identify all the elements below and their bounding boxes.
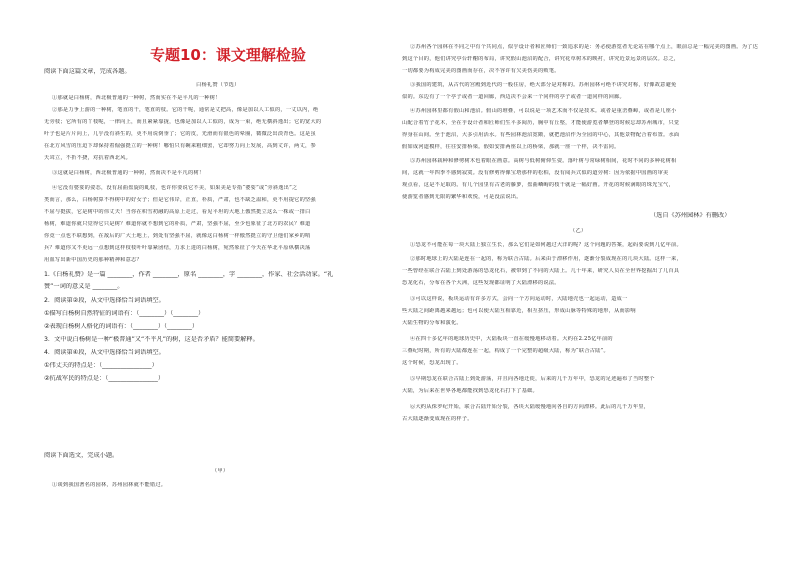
- paragraph-c-line: 假如成河道模样，往往安排桥梁。假如安排两座以上的桥梁，那就一座一个样，决不雷同。: [402, 144, 620, 150]
- paragraph-c-line: ④苏州园林里都有假山和池沼。假山的堆叠，可以说是一项艺术而不仅是技术。或者是重峦叠嶂，或者是几座小: [410, 108, 677, 114]
- source-note: （选自《苏州园林》有删改）: [650, 212, 731, 219]
- essay-title: 白杨礼赞（节选）: [196, 82, 240, 88]
- paragraph-2-line: 无旁枝；它所有的丫枝呢，一律向上，而且紧紧靠拢，也像是加以人工似的，成为一束，绝无横斜逸出；它的宽大的: [44, 119, 322, 125]
- paragraph-jia-1: ①谈到我国著名的园林，苏州园林就不能错过。: [52, 482, 167, 488]
- question-2: 2．阅读第②段，从文中选择恰当词语填空。: [44, 297, 165, 304]
- paragraph-g-line: 三叠纪时期，所有的大陆都连在一起，构成了一个完整的超级大陆，称为“联合古陆”。: [402, 348, 609, 354]
- reading-intro-2: 阅读下面选文，完成小题。: [44, 452, 119, 459]
- paragraph-i-line: ⑥大约从侏罗纪开始，联合古陆开始分裂，各块大陆缓慢地向各自的方向漂移。此后的几千万年里，: [410, 404, 650, 410]
- paragraph-4-line: 类而言，那么，白杨树算不得树中的好女子；但是它伟岸，正直，朴质，严肃，也不缺乏温和，更不用提它的坚强: [44, 197, 316, 203]
- paragraph-e-line: 恐龙化石，分布在各个大洲，这些发现都证明了大陆漂移的说法。: [402, 280, 560, 286]
- paragraph-2-line: ②那是力争上游的一种树，笔直的干，笔直的枝。它的干呢，通常是丈把高，像是加以人工似的，一丈以内，绝: [52, 107, 319, 113]
- paragraph-d-line: ⑤苏州园林栽种和修剪树木也着眼在画意。高树与低树俯仰生姿。落叶树与常绿树相间，花时不同的多种花树相: [410, 158, 677, 164]
- paragraph-g-line: 这个时候，恐龙出现了。: [402, 360, 462, 366]
- paragraph-b-line: ③我国的建筑，从古代的宫殿到近代的一般住房，绝大部分是对称的。苏州园林可绝不讲究对称，好像故意避免: [410, 82, 677, 88]
- paragraph-4-line: 杨树，难道你就只觉得它只是树？难道你就不想到它的朴质，严肃，坚强不屈，至少也象征了北方的农民？难道: [44, 221, 311, 227]
- question-1: 1.《白杨礼赞》是一篇 ________，作者 ________，原名 ________，字 ________，作家、社会活动家。“礼: [44, 271, 334, 278]
- paragraph-d-line: 间，这就一年四季不感到寂寞。没有修剪得像宝塔那样的松柏，没有阅兵式似的道旁树：因为依据中国画的审美: [402, 170, 669, 176]
- label-jia: （甲）: [212, 468, 229, 474]
- paragraph-c-line: 得身在山间。至于池沼，大多引用活水。有些园林池沼宽敞，就把池沼作为全园的中心，其他景物配合着布置。水面: [402, 132, 680, 138]
- question-4-item-2: ②抗战军民的特点是：（________________）: [44, 375, 165, 382]
- paragraph-d-line: 使游览者感到无限的繁华和欢悦，可是没法说出。: [402, 194, 522, 200]
- paragraph-4-line: 用血写出新中国历史的那种精神和意志？: [44, 257, 142, 263]
- paragraph-d-line: 观点看，这是不足取的。有几个园里有古老的藤萝，盘曲嶙峋的枝干就是一幅好画。开花的时候满眼的珠光宝气，: [402, 182, 674, 188]
- paragraph-i-line: 古大陆逐渐变成现在的样子。: [402, 416, 473, 422]
- paragraph-e-line: 一些曾经在联合古陆上到处游荡的恐龙化石，被带到了不同的大陆上。几十年来，研究人员在全世界挖掘出了几百具: [402, 268, 680, 274]
- question-2-item-1: ①描写白杨树自然特征的词语有：（________）（________）: [44, 310, 205, 317]
- question-3: 3．文中说白杨树是一种“极普通”又“不平凡”的树，这是否矛盾？能简要解释。: [44, 336, 259, 343]
- paragraph-f-line: ③可以这样说，板块运动有许多方式，会向一个方向运动时，大陆地壳也一起运动，造成一: [410, 296, 628, 302]
- paragraph-e-line: ②那时地球上的大陆是连在一起的，称为联合古陆。后来由于漂移作用，逐渐分裂成现在的几块大陆。这样一来，: [410, 256, 682, 262]
- paragraph-b-line: 似的。东边有了一个亭子或者一道回廊，西边决不会来一个同样的亭子或者一道同样的回廊。: [402, 94, 625, 100]
- paragraph-g-line: ④在四十多亿年的地球历史中，大陆板块一直在缓慢地移动着。大约在2.25亿年前的: [410, 336, 613, 342]
- paragraph-2-line: 叶子也是片片向上，几乎没有斜生的，更不用说倒垂了；它的皮，光滑而有银色的晕圈，微微泛出淡青色。这是虽: [44, 131, 316, 137]
- paragraph-h-line: 大陆，为后来在世界各地都能找到恐龙化石打下了基础。: [402, 388, 538, 394]
- paragraph-4-line: ④它没有婆娑的姿态，没有屈曲盘旋的虬枝，也许你要说它不美，如果美是专指“婆娑”或“旁斜逸出”之: [52, 185, 298, 191]
- question-1-cont: 赞”一词的意义是 ________。: [44, 283, 124, 290]
- paragraph-2-line: 在北方风雪的压迫下却保持着倔强挺立的一种树！哪怕只有碗来粗细罢，它却努力向上发展，高到丈许，两丈，参: [44, 143, 316, 149]
- label-yi: （乙）: [570, 228, 587, 234]
- page-title: 专题10：课文理解检验: [150, 46, 306, 64]
- paragraph-h-line: ⑤早期恐龙在联合古陆上到处游荡，并且向各地迁徙，后来的几千万年中，恐龙的足迹遍布了当时整个: [410, 376, 655, 382]
- paragraph-a-line: 一切都要为构成完美的图画而存在，决不容许有欠美伤美的败笔。: [402, 68, 560, 74]
- question-2-item-2: ②表现白杨树人格化的词语有：（________）（________）: [44, 323, 199, 330]
- question-4-item-1: ①伟丈夫的特点是：（________________）: [44, 362, 158, 369]
- paragraph-2-line: 天耸立，不折不挠，对抗着西北风。: [44, 155, 132, 161]
- paragraph-a-line: ②苏州各个园林在不同之中有个共同点，似乎设计者和匠师们一致追求的是：务必使游览者无论站在哪个点上，眼前总是一幅完美的图画。为了达: [410, 44, 759, 50]
- paragraph-1: ①那就是白杨树，西北极普通的一种树，然而实在不是平凡的一种树！: [52, 95, 221, 101]
- paragraph-4-line: 不屈与挺拔，它是树中的伟丈夫！当你在积雪初融的高原上走过，看见平坦的大地上傲然挺立这么一株或一排白: [44, 209, 311, 215]
- paragraph-4-line: 你竟一点也不联想到，在敌后的广大土地上，到处有坚强不屈，就像这白杨树一样傲然挺立的守卫他们家乡的哨: [44, 233, 311, 239]
- paragraph-3: ③这就是白杨树，西北极普通的一种树，然而决不是平凡的树！: [52, 170, 205, 176]
- paragraph-e-line: ①恐龙不可能在每一块大陆上独立生长，那么它们是如何越过大洋的呢？这个问题的答案，起码要说到几亿年前。: [410, 242, 682, 248]
- reading-intro: 阅读下面这篇文章，完成各题。: [44, 68, 131, 75]
- paragraph-f-line: 些大陆之间距离越来越远；也可以使大陆互相靠近，相互挤压，形成山脉等特殊的地形，从而影响: [402, 308, 636, 314]
- paragraph-f-line: 大陆生物的分布和演化。: [402, 320, 462, 326]
- paragraph-c-line: 山配合着竹子花木，全在乎设计者和匠师们生平多阅历，胸中有丘壑，才能使游览者攀登的时候忘却苏州城市，只觉: [402, 120, 680, 126]
- paragraph-4-line: 兵？难道你又不更远一点想到这样枝枝叶叶靠紧团结，力求上进的白杨树，宛然象征了今天在华北平原纵横决荡: [44, 245, 311, 251]
- question-4: 4．阅读第④段，从文中选择恰当词语填空。: [44, 349, 165, 356]
- paragraph-a-line: 到这个目的，他们讲究亭台轩榭的布局，讲究假山池沼的配合，讲究花草树木的映衬，讲究近景远景的层次。总之，: [402, 56, 680, 62]
